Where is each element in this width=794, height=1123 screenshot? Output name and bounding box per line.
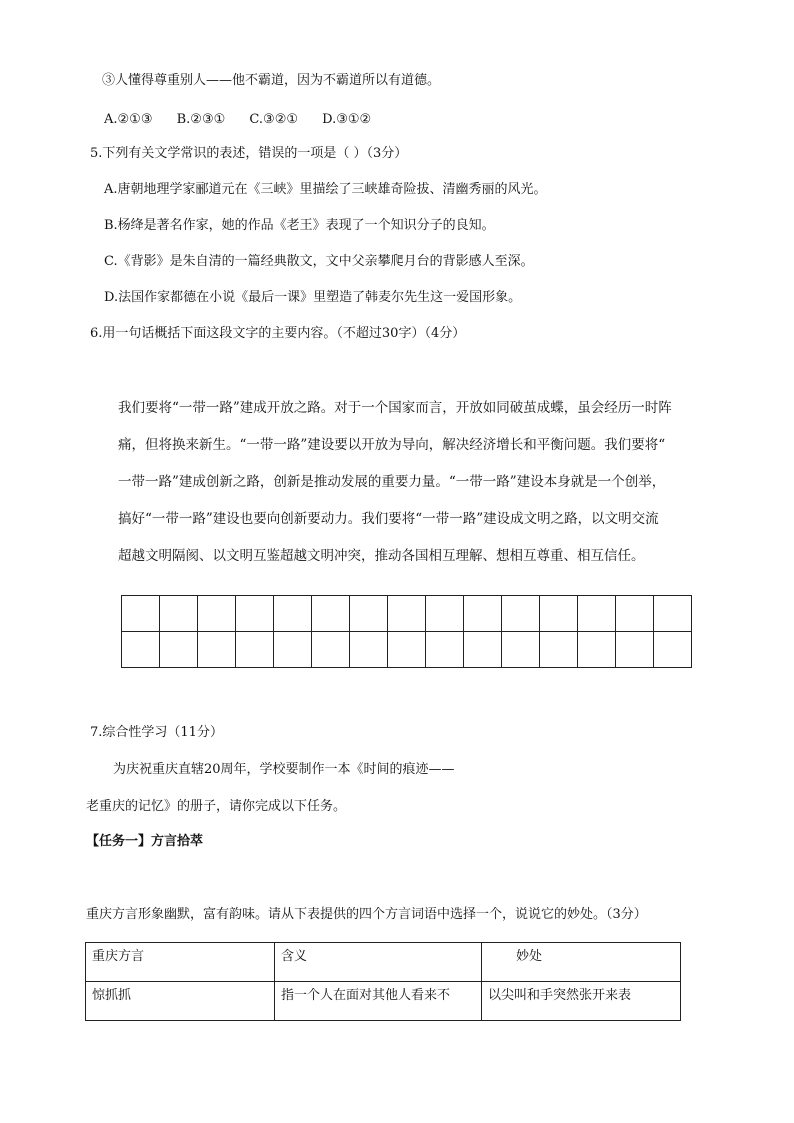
passage-line: 搞好“一带一路”建设也要向创新要动力。我们要将“一带一路”建设成文明之路，以文明交流 [118,511,659,527]
passage-line: 超越文明隔阂、以文明互鉴超越文明冲突，推动各国相互理解、想相互尊重、相互信任。 [118,548,645,564]
answer-cell[interactable] [540,632,578,668]
q5-option-d: D.法国作家都德在小说《最后一课》里塑造了韩麦尔先生这一爱国形象。 [104,290,522,305]
passage-line: 痛，但将换来新生。“一带一路”建设要以开放为导向，解决经济增长和平衡问题。我们要将“ [118,437,666,453]
passage-line: 我们要将“一带一路”建成开放之路。对于一个国家而言，开放如同破茧成蝶，虽会经历一时阵 [118,400,672,416]
answer-cell[interactable] [616,596,654,632]
answer-cell[interactable] [198,632,236,668]
answer-cell[interactable] [502,632,540,668]
dialect-table [85,942,681,1021]
answer-cell[interactable] [274,632,312,668]
answer-cell[interactable] [388,632,426,668]
answer-cell[interactable] [578,596,616,632]
table-header-cell: 妙处 [482,943,681,982]
answer-grid-row [122,596,692,632]
table-cell: 以尖叫和手突然张开来表 [482,982,681,1021]
answer-cell[interactable] [122,596,160,632]
answer-cell[interactable] [350,632,388,668]
q7-stem: 7.综合性学习（11分） [90,725,223,740]
answer-cell[interactable] [122,632,160,668]
answer-cell[interactable] [236,596,274,632]
answer-cell[interactable] [274,596,312,632]
passage-line: 一带一路”建成创新之路，创新是推动发展的重要力量。“一带一路”建设本身就是一个创举， [118,474,666,490]
answer-cell[interactable] [654,632,692,668]
answer-cell[interactable] [160,632,198,668]
answer-cell[interactable] [464,632,502,668]
q5-option-c: C.《背影》是朱自清的一篇经典散文，文中父亲攀爬月台的背影感人至深。 [104,254,534,269]
q4-item3: ③人懂得尊重别人——他不霸道，因为不霸道所以有道德。 [102,73,441,88]
q4-option-d: D.③①② [322,112,372,127]
answer-cell[interactable] [160,596,198,632]
answer-cell[interactable] [616,632,654,668]
answer-cell[interactable] [312,632,350,668]
answer-cell[interactable] [426,596,464,632]
answer-cell[interactable] [464,596,502,632]
answer-cell[interactable] [236,632,274,668]
table-row [86,982,681,1021]
table-header-row [86,943,681,982]
answer-cell[interactable] [198,596,236,632]
answer-cell[interactable] [426,632,464,668]
q5-option-a: A.唐朝地理学家郦道元在《三峡》里描绘了三峡雄奇险拔、清幽秀丽的风光。 [104,182,547,197]
table-header-cell: 含义 [275,943,482,982]
q4-option-a: A.②①③ [104,112,153,127]
table-header-cell: 重庆方言 [86,943,275,982]
answer-cell[interactable] [388,596,426,632]
answer-cell[interactable] [654,596,692,632]
table-cell: 惊抓抓 [86,982,275,1021]
answer-cell[interactable] [312,596,350,632]
task1-title: 【任务一】方言拾萃 [86,834,204,849]
answer-grid [121,595,692,668]
q5-option-b: B.杨绛是著名作家，她的作品《老王》表现了一个知识分子的良知。 [104,218,495,233]
q5-stem: 5.下列有关文学常识的表述，错误的一项是（ ）（3分） [90,146,408,161]
answer-cell[interactable] [502,596,540,632]
q4-options [104,111,391,129]
q7-intro-line2: 老重庆的记忆》的册子，请你完成以下任务。 [86,799,347,814]
q4-option-b: B.②③① [176,112,226,127]
q4-option-c: C.③②① [249,112,299,127]
q6-stem: 6.用一句话概括下面这段文字的主要内容。（不超过30字）（4分） [90,326,466,341]
answer-cell[interactable] [578,632,616,668]
answer-grid-row [122,632,692,668]
table-cell: 指一个人在面对其他人看来不 [275,982,482,1021]
answer-cell[interactable] [540,596,578,632]
q7-intro-line1: 为庆祝重庆直辖20周年，学校要制作一本《时间的痕迹—— [113,762,455,777]
task1-prompt: 重庆方言形象幽默，富有韵味。请从下表提供的四个方言词语中选择一个，说说它的妙处。（3分） [86,907,647,922]
answer-cell[interactable] [350,596,388,632]
